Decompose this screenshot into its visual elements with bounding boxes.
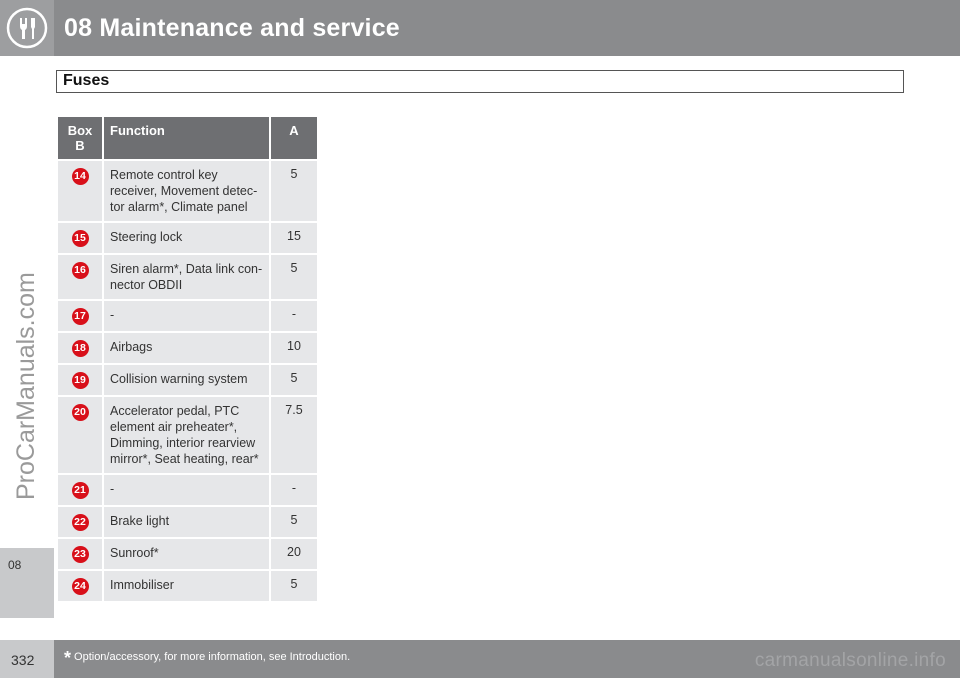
fuse-amperage: 7.5 [271,397,317,473]
page-number: 332 [11,652,35,668]
section-title: Fuses [63,72,110,89]
table-row [58,161,317,221]
fuse-function: - [104,475,269,505]
footnote [64,648,350,669]
fuse-function: Accelerator pedal, PTC element air preheater*, Dimming, interior rearview mirror*, Seat heating, rear* [104,397,269,473]
fuse-number-badge: 23 [72,546,89,563]
table-row [58,223,317,253]
table-row [58,539,317,569]
wrench-screwdriver-icon [6,7,48,49]
fuse-amperage: 5 [271,507,317,537]
fuse-function: Remote control key receiver, Movement detec-tor alarm*, Climate panel [104,161,269,221]
fuse-amperage: 5 [271,365,317,395]
table-row [58,571,317,601]
fuse-function: Siren alarm*, Data link con-nector OBDII [104,255,269,299]
fuse-amperage: - [271,301,317,331]
table-row [58,333,317,363]
fuse-number-badge: 17 [72,308,89,325]
fuse-number-badge: 21 [72,482,89,499]
table-row [58,365,317,395]
fuse-function: Sunroof* [104,539,269,569]
fuse-function: Immobiliser [104,571,269,601]
column-header-amp: A [271,117,317,159]
section-bar [56,70,904,93]
table-row [58,397,317,473]
header-icon-box [0,0,54,56]
fuse-amperage: 5 [271,571,317,601]
column-header-function: Function [104,117,269,159]
fuse-function: - [104,301,269,331]
fuse-number-badge: 18 [72,340,89,357]
fuse-number-badge: 16 [72,262,89,279]
side-watermark: ProCarManuals.com [12,272,40,500]
fuse-amperage: 5 [271,161,317,221]
fuse-number-badge: 14 [72,168,89,185]
page-title: 08 Maintenance and service [64,14,400,42]
table-row [58,475,317,505]
footnote-star: * [64,648,72,668]
fuse-number-badge: 15 [72,230,89,247]
fuse-table [56,115,319,603]
footnote-text: Option/accessory, for more information, see Introduction. [74,651,351,663]
site-watermark: carmanualsonline.info [754,650,946,671]
fuse-function: Steering lock [104,223,269,253]
fuse-number-badge: 20 [72,404,89,421]
chapter-tab-label: 08 [8,558,22,572]
fuse-number-badge: 19 [72,372,89,389]
fuse-number-badge: 22 [72,514,89,531]
fuse-amperage: 15 [271,223,317,253]
table-row [58,301,317,331]
fuse-amperage: - [271,475,317,505]
fuse-amperage: 5 [271,255,317,299]
column-header-box: Box B [58,117,102,159]
fuse-amperage: 20 [271,539,317,569]
table-header-row [58,117,317,159]
table-row [58,507,317,537]
fuse-function: Brake light [104,507,269,537]
fuse-function: Airbags [104,333,269,363]
table-row [58,255,317,299]
fuse-function: Collision warning system [104,365,269,395]
fuse-amperage: 10 [271,333,317,363]
fuse-number-badge: 24 [72,578,89,595]
